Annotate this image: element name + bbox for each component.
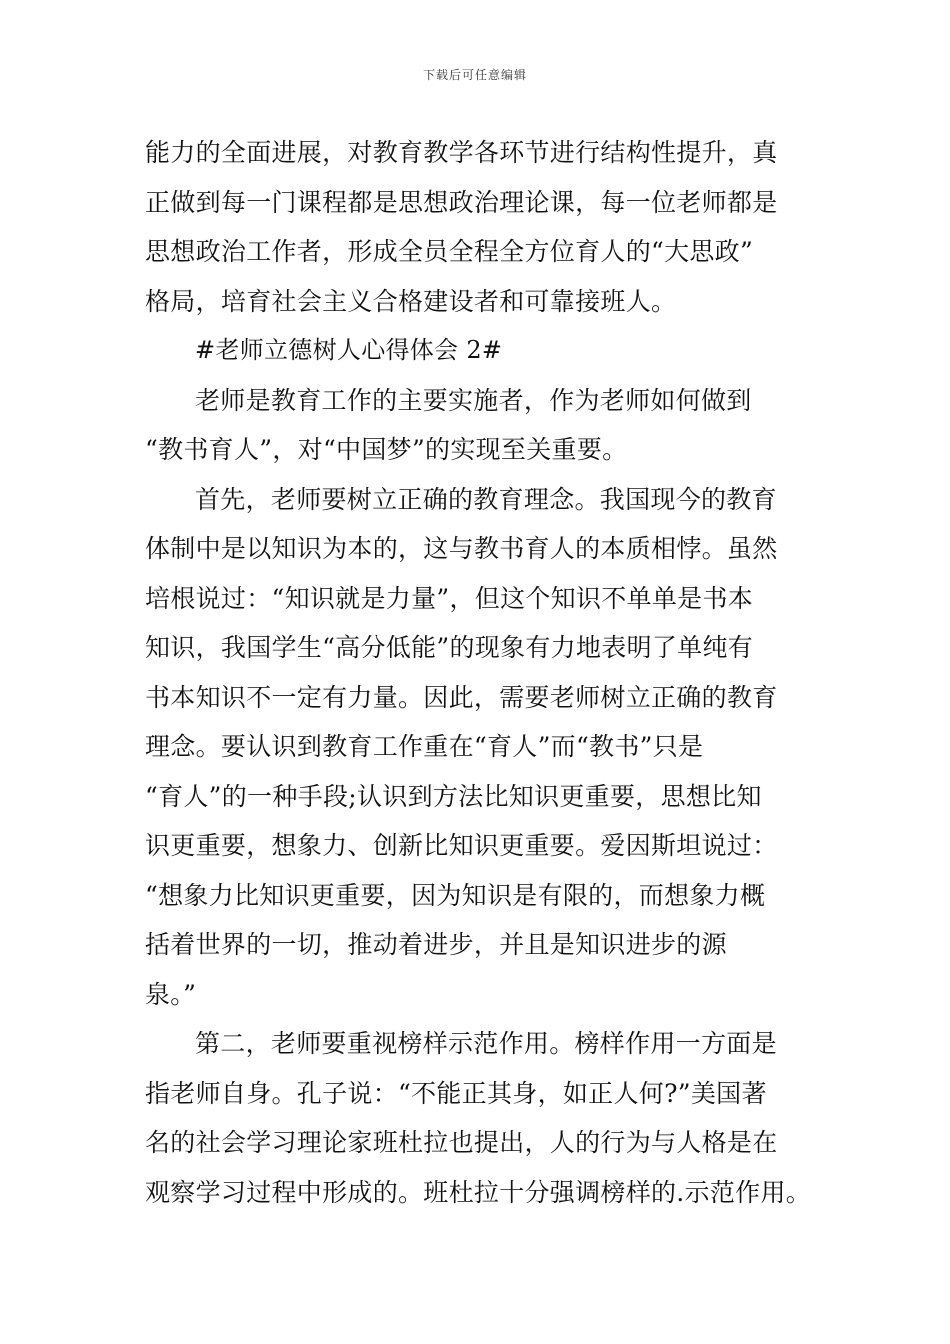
text-line: 观察学习过程中形成的。班杜拉十分强调榜样的.示范作用。 bbox=[145, 1177, 812, 1207]
text-line: 泉。” bbox=[145, 979, 197, 1009]
text-line: 正做到每一门课程都是思想政治理论课，每一位老师都是 bbox=[145, 187, 778, 217]
text-line: 首先，老师要树立正确的教育理念。我国现今的教育 bbox=[195, 484, 777, 514]
text-line: “教书育人”，对“中国梦”的实现至关重要。 bbox=[145, 435, 628, 464]
text-line: 知识，我国学生“高分低能”的现象有力地表明了单纯有 bbox=[145, 633, 754, 662]
text-line: 识更重要，想象力、创新比知识更重要。爱因斯坦说过： bbox=[145, 831, 778, 860]
text-line: 指老师自身。孔子说：“不能正其身，如正人何?”美国著 bbox=[145, 1078, 767, 1108]
text-line: 括着世界的一切，推动着进步，并且是知识进步的源 bbox=[145, 930, 727, 959]
text-line: “育人”的一种手段;认识到方法比知识更重要，思想比知 bbox=[145, 781, 762, 811]
text-line: 第二，老师要重视榜样示范作用。榜样作用一方面是 bbox=[195, 1029, 777, 1058]
text-line: 能力的全面进展，对教育教学各环节进行结构性提升，真 bbox=[145, 138, 778, 167]
page-header: 下载后可任意编辑 bbox=[422, 68, 527, 82]
text-line: 理念。要认识到教育工作重在“育人”而“教书”只是 bbox=[145, 732, 704, 761]
text-line: 体制中是以知识为本的，这与教书育人的本质相悖。虽然 bbox=[145, 534, 778, 563]
section-heading: #老师立德树人心得体会 2# bbox=[195, 336, 503, 364]
text-line: 书本知识不一定有力量。因此，需要老师树立正确的教育 bbox=[145, 682, 778, 712]
text-line: 名的社会学习理论家班杜拉也提出，人的行为与人格是在 bbox=[145, 1128, 778, 1157]
text-line: 老师是教育工作的主要实施者，作为老师如何做到 bbox=[195, 385, 752, 415]
text-line: 格局，培育社会主义合格建设者和可靠接班人。 bbox=[145, 286, 677, 316]
text-line: 培根说过：“知识就是力量”，但这个知识不单单是书本 bbox=[145, 583, 754, 613]
text-line: 思想政治工作者，形成全员全程全方位育人的“大思政” bbox=[145, 237, 754, 266]
text-line: “想象力比知识更重要，因为知识是有限的，而想象力概 bbox=[145, 880, 766, 910]
body-text bbox=[145, 128, 815, 1217]
